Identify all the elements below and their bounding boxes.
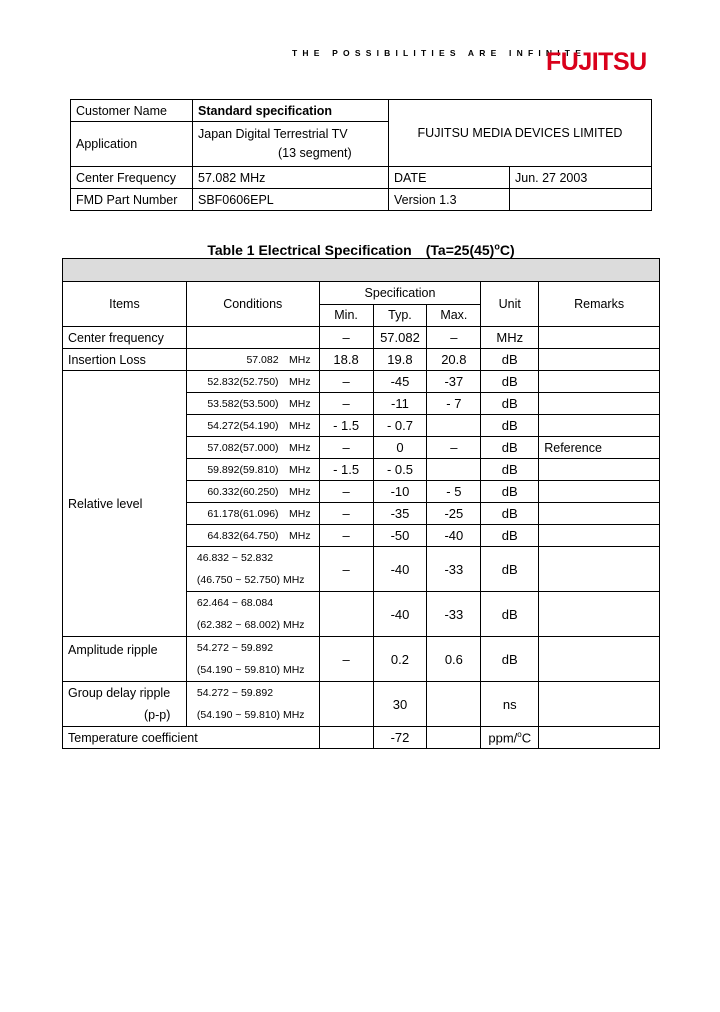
max-cell: -25 [427, 503, 481, 525]
max-cell: - 5 [427, 481, 481, 503]
cond-line: 54.272 ~ 59.892 [196, 642, 274, 654]
typ-cell: -40 [373, 547, 427, 592]
min-cell: – [319, 481, 373, 503]
part-number-value: SBF0606EPL [193, 189, 389, 211]
min-cell: – [319, 637, 373, 682]
date-label: DATE [389, 167, 510, 189]
relative-level-label: Relative level [63, 371, 187, 637]
typ-cell: -40 [373, 592, 427, 637]
cond-cell: 52.832(52.750) MHz [186, 371, 319, 393]
unit-cell: dB [481, 459, 539, 481]
remark-cell [539, 349, 660, 371]
unit-cell: dB [481, 415, 539, 437]
table-title: Table 1 Electrical Specification $(Ta=25(45)^oC)$ [207, 241, 515, 258]
unit-cell: dB [481, 393, 539, 415]
remark-cell [539, 459, 660, 481]
part-number-label: FMD Part Number [71, 189, 193, 211]
min-cell: – [319, 503, 373, 525]
header-min: Min. [319, 304, 373, 327]
cond-cell: 59.892(59.810) MHz [186, 459, 319, 481]
application-label: Application [71, 122, 193, 167]
header-max: Max. [427, 304, 481, 327]
min-cell: – [319, 327, 373, 349]
max-cell: -37 [427, 371, 481, 393]
header-unit: Unit [481, 282, 539, 327]
remark-cell [539, 682, 660, 727]
table-row [63, 327, 660, 349]
cond-cell: 60.332(60.250) MHz [186, 481, 319, 503]
typ-cell: 0 [373, 437, 427, 459]
unit-cell: dB [481, 592, 539, 637]
cond-cell: 57.082(57.000) MHz [186, 437, 319, 459]
version-empty-cell [510, 189, 652, 211]
remark-cell [539, 525, 660, 547]
min-cell: 18.8 [319, 349, 373, 371]
max-cell: – [427, 327, 481, 349]
min-cell: - 1.5 [319, 459, 373, 481]
header-specification: Specification [319, 282, 481, 305]
unit-cell: dB [481, 349, 539, 371]
min-cell: – [319, 393, 373, 415]
brand-tagline: THE POSSIBILITIES ARE INFINITE [292, 48, 587, 58]
table-row [63, 682, 660, 727]
cond-cell: 53.582(53.500) MHz [186, 393, 319, 415]
cond-cell: 61.178(61.096) MHz [186, 503, 319, 525]
header-remarks: Remarks [539, 282, 660, 327]
cond-line: 46.832 ~ 52.832 [196, 552, 274, 564]
cond-line: (54.190 ~ 59.810) MHz [196, 664, 305, 676]
remark-cell [539, 503, 660, 525]
remark-cell [539, 727, 660, 749]
cond-cell [186, 592, 319, 637]
electrical-spec-table [62, 258, 660, 749]
version-label: Version 1.3 [389, 189, 510, 211]
typ-cell: - 0.7 [373, 415, 427, 437]
remark-cell: Reference [539, 437, 660, 459]
logo-text: FUJITSU [546, 48, 647, 76]
item-label: Center frequency [63, 327, 187, 349]
typ-cell: - 0.5 [373, 459, 427, 481]
header-info-table [70, 99, 652, 211]
center-frequency-label: Center Frequency [71, 167, 193, 189]
typ-cell: -50 [373, 525, 427, 547]
cond-cell [186, 682, 319, 727]
typ-cell: -10 [373, 481, 427, 503]
table-row [63, 349, 660, 371]
item-label: Amplitude ripple [63, 637, 187, 682]
min-cell [319, 682, 373, 727]
center-frequency-value: 57.082 MHz [193, 167, 389, 189]
max-cell: -40 [427, 525, 481, 547]
unit-cell: MHz [481, 327, 539, 349]
unit-cell: dB [481, 503, 539, 525]
gray-header-bar [63, 259, 660, 282]
min-cell [319, 727, 373, 749]
unit-cell: dB [481, 547, 539, 592]
customer-name-label: Customer Name [71, 100, 193, 122]
min-cell [319, 592, 373, 637]
max-cell [427, 459, 481, 481]
item-label: Insertion Loss [63, 349, 187, 371]
max-cell: - 7 [427, 393, 481, 415]
customer-name-value: Standard specification [193, 100, 389, 122]
remark-cell [539, 371, 660, 393]
min-cell: – [319, 525, 373, 547]
table-row [63, 637, 660, 682]
unit-cell: dB [481, 371, 539, 393]
unit-cell: dB [481, 525, 539, 547]
max-cell: 20.8 [427, 349, 481, 371]
min-cell: - 1.5 [319, 415, 373, 437]
item-line: Group delay ripple [68, 686, 171, 700]
cond-line: (54.190 ~ 59.810) MHz [196, 709, 305, 721]
max-cell: -33 [427, 592, 481, 637]
cond-cell: 54.272(54.190) MHz [186, 415, 319, 437]
header-typ: Typ. [373, 304, 427, 327]
typ-cell: -11 [373, 393, 427, 415]
header-conditions: Conditions [186, 282, 319, 327]
typ-cell: -72 [373, 727, 427, 749]
remark-cell [539, 592, 660, 637]
unit-cell: dB [481, 637, 539, 682]
company-name: FUJITSU MEDIA DEVICES LIMITED [389, 100, 652, 167]
table-row [63, 371, 660, 393]
cond-cell: 57.082 MHz [186, 349, 319, 371]
unit-cell: dB [481, 481, 539, 503]
cond-cell [186, 637, 319, 682]
item-line: (p-p) [144, 708, 171, 722]
application-value-line1: Japan Digital Terrestrial TV [198, 127, 348, 141]
max-cell: -33 [427, 547, 481, 592]
cond-line: 54.272 ~ 59.892 [196, 687, 274, 699]
max-cell [427, 682, 481, 727]
min-cell: – [319, 437, 373, 459]
max-cell: – [427, 437, 481, 459]
cond-line: (62.382 ~ 68.002) MHz [196, 619, 305, 631]
cond-line: (46.750 ~ 52.750) MHz [196, 574, 305, 586]
typ-cell: 19.8 [373, 349, 427, 371]
application-value [193, 122, 389, 167]
fujitsu-logo [546, 44, 650, 84]
remark-cell [539, 547, 660, 592]
cond-cell: 64.832(64.750) MHz [186, 525, 319, 547]
unit-cell: ppm/$^o$C [481, 727, 539, 749]
item-label [63, 682, 187, 727]
typ-cell: 0.2 [373, 637, 427, 682]
typ-cell: -45 [373, 371, 427, 393]
max-cell [427, 727, 481, 749]
remark-cell [539, 327, 660, 349]
table-row [63, 727, 660, 749]
cond-cell [186, 327, 319, 349]
max-cell [427, 415, 481, 437]
typ-cell: -35 [373, 503, 427, 525]
remark-cell [539, 415, 660, 437]
item-label: Temperature coefficient [63, 727, 320, 749]
min-cell: – [319, 371, 373, 393]
application-value-line2: (13 segment) [278, 146, 352, 160]
unit-cell: ns [481, 682, 539, 727]
remark-cell [539, 393, 660, 415]
unit-cell: dB [481, 437, 539, 459]
min-cell: – [319, 547, 373, 592]
remark-cell [539, 637, 660, 682]
cond-line: 62.464 ~ 68.084 [196, 597, 274, 609]
remark-cell [539, 481, 660, 503]
cond-cell [186, 547, 319, 592]
max-cell: 0.6 [427, 637, 481, 682]
date-value: Jun. 27 2003 [510, 167, 652, 189]
typ-cell: 30 [373, 682, 427, 727]
typ-cell: 57.082 [373, 327, 427, 349]
header-items: Items [63, 282, 187, 327]
